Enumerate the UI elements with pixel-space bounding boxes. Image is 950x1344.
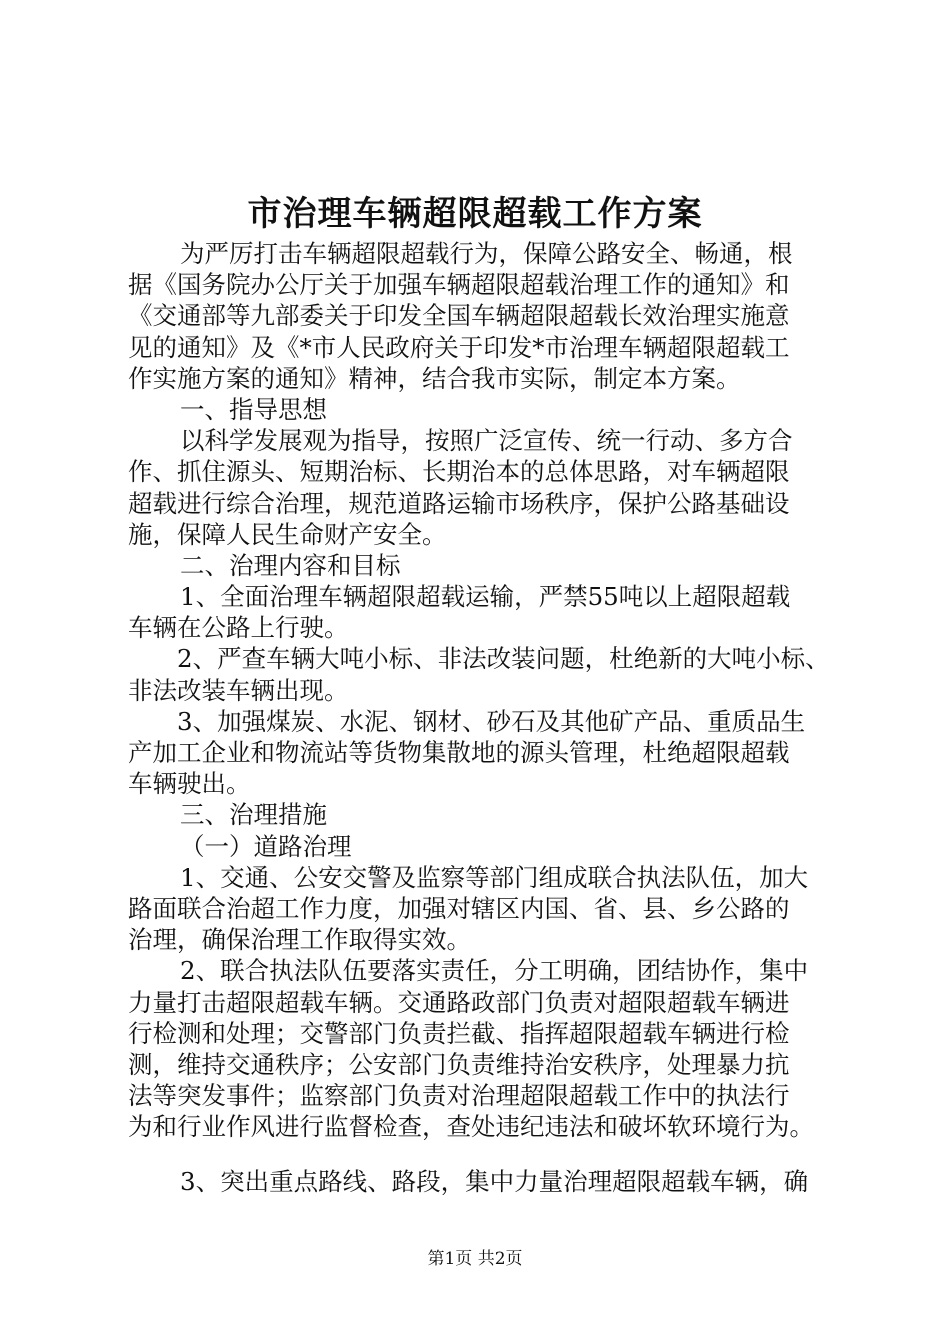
paragraph-line: 为和行业作风进行监督检查，查处违纪违法和破坏软环境行为。: [128, 1112, 814, 1142]
paragraph-line: 非法改装车辆出现。: [128, 675, 349, 705]
paragraph-line: 路面联合治超工作力度，加强对辖区内国、省、县、乡公路的: [128, 893, 790, 923]
paragraph-line: 力量打击超限超载车辆。交通路政部门负责对超限超载车辆进: [128, 987, 790, 1017]
paragraph-line: 见的通知》及《*市人民政府关于印发*市治理车辆超限超载工: [128, 332, 790, 362]
section-heading: 一、指导思想: [180, 394, 327, 424]
paragraph-line: 作实施方案的通知》精神，结合我市实际，制定本方案。: [128, 363, 741, 393]
paragraph-line: 1、交通、公安交警及监察等部门组成联合执法队伍，加大: [180, 862, 809, 892]
paragraph-line: 3、加强煤炭、水泥、钢材、砂石及其他矿产品、重质品生: [177, 706, 806, 736]
paragraph-line: 为严厉打击车辆超限超载行为，保障公路安全、畅通，根: [180, 239, 793, 268]
paragraph-line: 施，保障人民生命财产安全。: [128, 519, 447, 549]
paragraph-line: 《交通部等九部委关于印发全国车辆超限超载长效治理实施意: [128, 301, 790, 331]
subsection-heading: （一）道路治理: [180, 831, 352, 861]
paragraph-line: 行检测和处理；交警部门负责拦截、指挥超限超载车辆进行检: [128, 1018, 790, 1048]
paragraph-line: 2、联合执法队伍要落实责任，分工明确，团结协作，集中: [180, 956, 809, 986]
paragraph-spacer: [128, 1142, 848, 1166]
page-footer: 第1页 共2页: [427, 1249, 523, 1269]
paragraph-line: 据《国务院办公厅关于加强车辆超限超载治理工作的通知》和: [128, 270, 790, 300]
paragraph-line: 作、抓住源头、短期治标、长期治本的总体思路，对车辆超限: [128, 457, 790, 487]
paragraph-line: 产加工企业和物流站等货物集散地的源头管理，杜绝超限超载: [128, 738, 790, 767]
section-heading: 二、治理内容和目标: [180, 550, 401, 580]
paragraph-line: 治理，确保治理工作取得实效。: [128, 925, 471, 955]
paragraph-line: 车辆在公路上行驶。: [128, 613, 349, 643]
paragraph-line: 1、全面治理车辆超限超载运输，严禁55吨以上超限超载: [180, 582, 791, 612]
paragraph-line: 2、严查车辆大吨小标、非法改装问题，杜绝新的大吨小标、: [177, 644, 830, 674]
paragraph-line: 超载进行综合治理，规范道路运输市场秩序，保护公路基础设: [128, 488, 790, 518]
paragraph-line: 3、突出重点路线、路段，集中力量治理超限超载车辆，确: [180, 1167, 809, 1197]
document-body: [128, 238, 848, 1198]
document-title: 市治理车辆超限超载工作方案: [247, 194, 703, 234]
section-heading: 三、治理措施: [180, 800, 327, 830]
paragraph-line: 以科学发展观为指导，按照广泛宣传、统一行动、多方合: [180, 426, 793, 456]
paragraph-line: 车辆驶出。: [128, 769, 251, 799]
paragraph-line: 法等突发事件；监察部门负责对治理超限超载工作中的执法行: [128, 1081, 790, 1111]
paragraph-line: 测，维持交通秩序；公安部门负责维持治安秩序，处理暴力抗: [128, 1049, 790, 1079]
